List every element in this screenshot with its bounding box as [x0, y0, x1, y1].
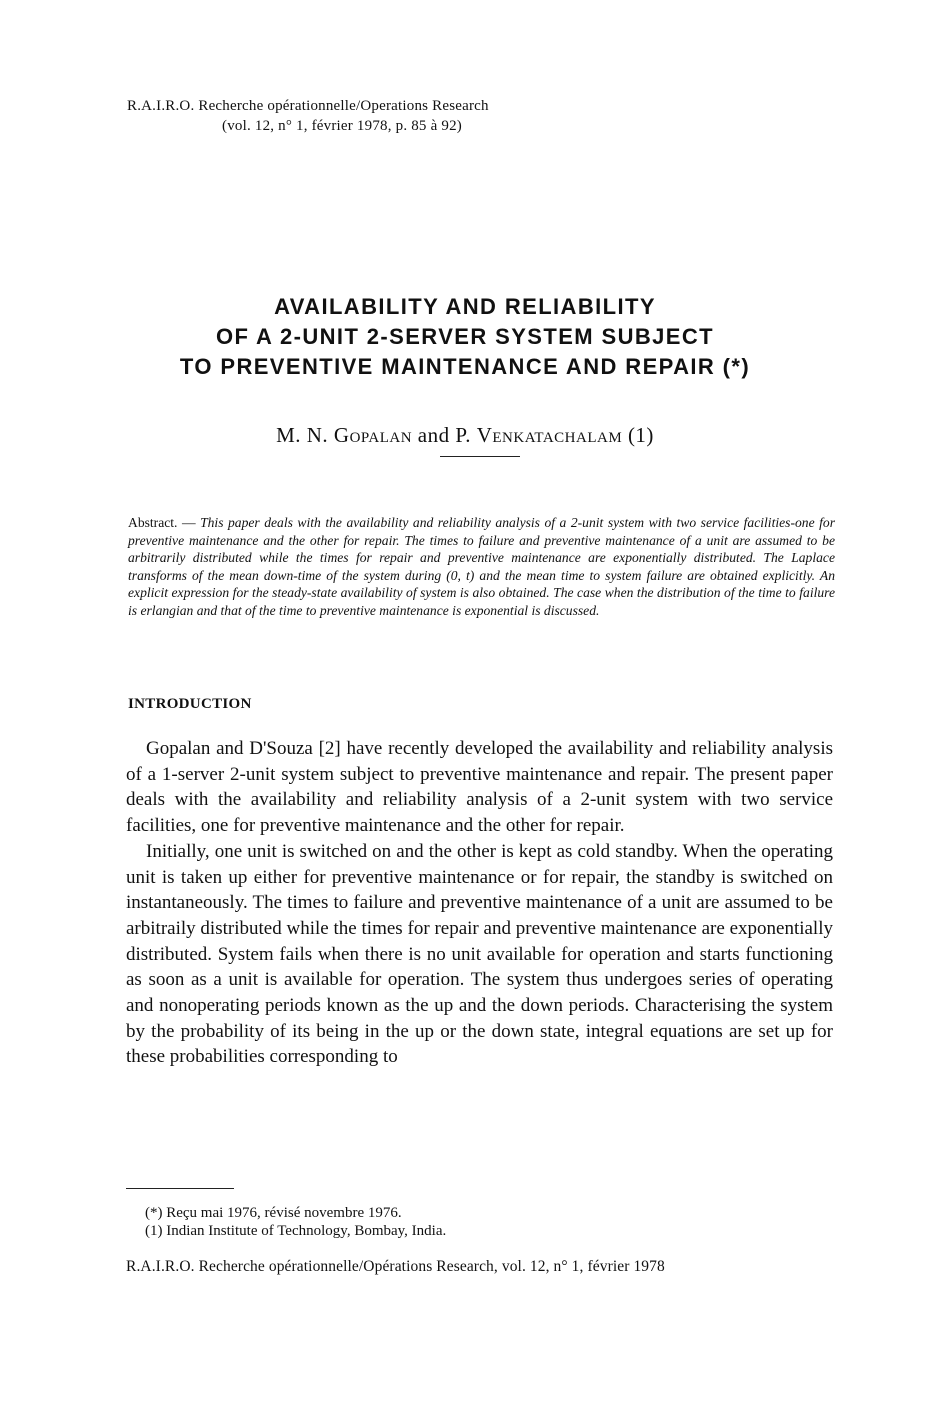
journal-footer: R.A.I.R.O. Recherche opérationnelle/Opérations Research, vol. 12, n° 1, février 1978 — [126, 1258, 665, 1275]
author-footnote-marker: (1) — [627, 423, 654, 447]
introduction-paragraph-2: Initially, one unit is switched on and the other is kept as cold standby. When the operating unit is taken up either for preventive maintenance or for repair, the standby is switched on instantaneously. The times to failure and preventive maintenance of a unit are assumed to be arbitraily distributed while the times for repair and preventive maintenance are exponentially distributed. System fails when there is no unit available for operation and starts functioning as soon as a unit is available for operation. The system thus undergoes series of operating and nonoperating periods known as the up and the down periods. Characterising the system by the probability of its being in the up or the down state, integral equations are set up for these probabilities corresponding to — [126, 840, 833, 1068]
footnote-divider — [126, 1188, 234, 1189]
author-2-initials: P. — [455, 423, 471, 447]
title-line-1: AVAILABILITY AND RELIABILITY — [274, 294, 656, 319]
title-line-2: OF A 2-UNIT 2-SERVER SYSTEM SUBJECT — [215, 324, 715, 349]
introduction-body — [126, 736, 833, 1070]
author-divider — [440, 456, 520, 457]
paper-title — [100, 292, 830, 382]
journal-header-line-2: (vol. 12, n° 1, février 1978, p. 85 à 92) — [222, 118, 462, 134]
introduction-paragraph-1: Gopalan and D'Souza [2] have recently developed the availability and reliability analysis of a 1-server 2-unit system subject to preventive maintenance and repair. The present paper deals with the availability and reliability analysis of a 2-unit system with two service facilities, one for preventive maintenance and the other for repair. — [126, 738, 833, 837]
journal-header — [127, 96, 489, 136]
footnote-received: (*) Reçu mai 1976, révisé novembre 1976. — [145, 1205, 402, 1221]
author-line — [100, 422, 830, 448]
author-2-surname: Venkatachalam — [476, 423, 623, 447]
author-1-initials: M. N. — [276, 423, 329, 447]
footnote-affiliation: (1) Indian Institute of Technology, Bombay, India. — [145, 1223, 447, 1239]
abstract-lead: Abstract. — — [128, 515, 196, 530]
footnotes — [145, 1204, 446, 1240]
author-conjunction: and — [417, 423, 450, 447]
section-heading-introduction: INTRODUCTION — [128, 696, 252, 712]
title-line-3: TO PREVENTIVE MAINTENANCE AND REPAIR (*) — [179, 354, 751, 379]
journal-header-line-1: R.A.I.R.O. Recherche opérationnelle/Operations Research — [127, 98, 489, 114]
abstract — [128, 514, 835, 620]
author-1-surname: Gopalan — [333, 423, 413, 447]
abstract-text: This paper deals with the availability and reliability analysis of a 2-unit system with two service facilities-one for preventive maintenance and the other for repair. The times to failure and preventive maintenance of a unit are assumed to be arbitrarily distributed while the times for repair and preventive maintenance are exponentially distributed. The Laplace transforms of the mean down-time of the system during (0, t) and the mean time to system failure are obtained explicitly. An explicit expression for the steady-state availability of system is also obtained. The case when the distribution of the time to failure is erlangian and that of the time to preventive maintenance is exponential is discussed. — [128, 515, 835, 618]
